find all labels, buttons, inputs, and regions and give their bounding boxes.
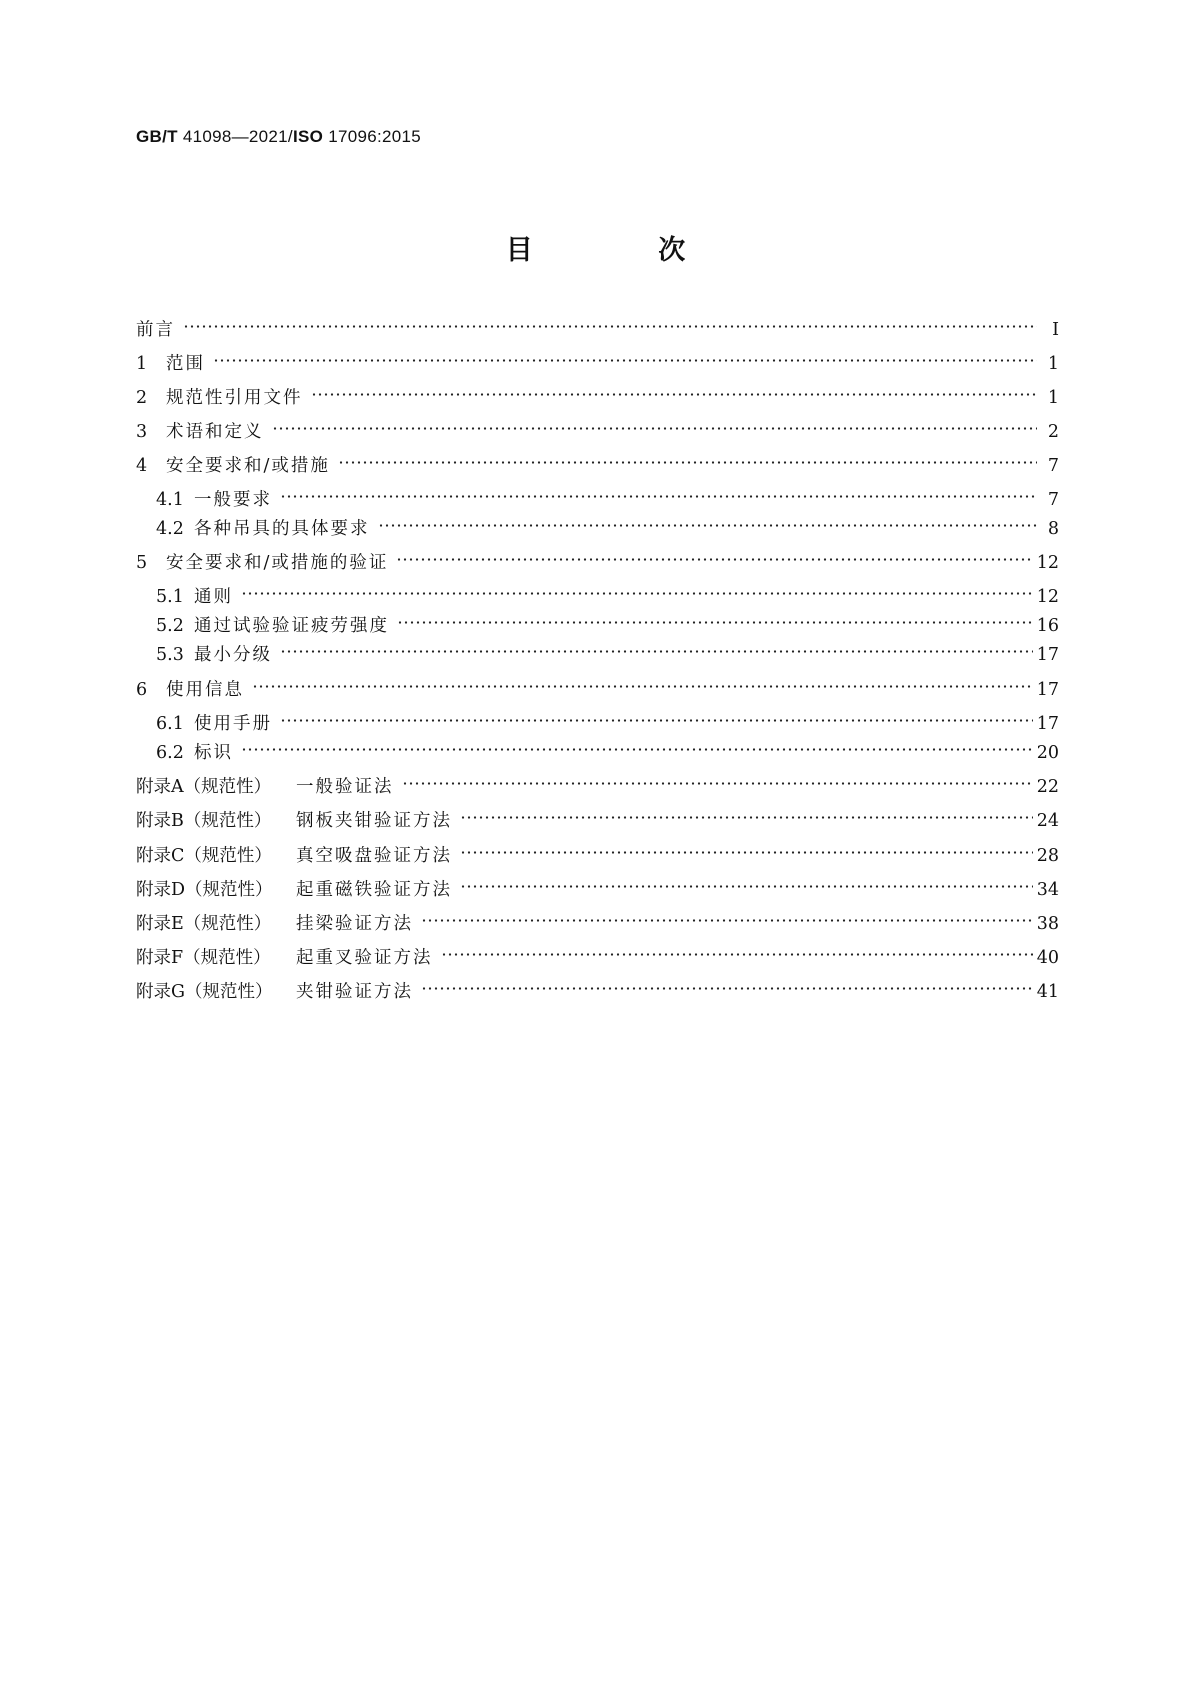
toc-entry-title: 使用信息 xyxy=(166,680,244,700)
toc-dot-leader xyxy=(441,951,1033,959)
toc-entry-page: 20 xyxy=(1036,743,1059,763)
toc-entry-page: 28 xyxy=(1036,846,1059,866)
toc-entry[interactable] xyxy=(136,384,1059,410)
toc-entry-page: 34 xyxy=(1036,880,1059,900)
toc-entry-page: 12 xyxy=(1036,553,1059,573)
toc-entry-page: 17 xyxy=(1036,645,1059,665)
toc-entry-number: 4 xyxy=(136,456,148,476)
toc-entry[interactable] xyxy=(136,944,1059,970)
toc-entry-number: 附录E（规范性） xyxy=(136,914,272,934)
toc-dot-leader xyxy=(396,556,1032,564)
toc-entry[interactable] xyxy=(136,876,1059,902)
toc-entry-number: 附录A（规范性） xyxy=(136,777,272,797)
toc-entry-number: 附录C（规范性） xyxy=(136,846,272,866)
toc-entry-title: 规范性引用文件 xyxy=(166,388,303,408)
toc-dot-leader xyxy=(311,391,1038,399)
toc-entry[interactable] xyxy=(136,452,1059,478)
toc-entry[interactable] xyxy=(156,710,1059,736)
toc-entry-number: 6.2 xyxy=(156,743,184,763)
toc-entry-title: 各种吊具的具体要求 xyxy=(194,519,370,539)
toc-dot-leader xyxy=(460,849,1033,857)
toc-entry-title: 一般验证法 xyxy=(296,777,394,797)
toc-dot-leader xyxy=(241,590,1033,598)
standard-number: 41098—2021/ xyxy=(182,127,293,146)
toc-entry-number: 5.3 xyxy=(156,645,184,665)
toc-entry-number: 5 xyxy=(136,553,148,573)
toc-entry-page: 12 xyxy=(1036,587,1059,607)
toc-entry-title: 通过试验验证疲劳强度 xyxy=(194,616,389,636)
toc-entry-number: 附录D（规范性） xyxy=(136,880,273,900)
toc-entry-title: 钢板夹钳验证方法 xyxy=(296,811,452,831)
toc-entry-title: 起重叉验证方法 xyxy=(296,948,433,968)
toc-entry-number: 6 xyxy=(136,680,148,700)
toc-entry-number: 4.1 xyxy=(156,490,184,510)
toc-dot-leader xyxy=(252,683,1033,691)
toc-entry[interactable] xyxy=(136,807,1059,833)
toc-dot-leader xyxy=(338,459,1037,467)
toc-entry-page: 7 xyxy=(1047,456,1059,476)
toc-entry-number: 5.2 xyxy=(156,616,184,636)
toc-entry-title: 一般要求 xyxy=(194,490,272,510)
toc-entry[interactable] xyxy=(156,641,1059,667)
toc-entry-title: 范围 xyxy=(166,354,205,374)
toc-entry[interactable] xyxy=(156,486,1059,512)
toc-entry[interactable] xyxy=(136,316,1059,342)
toc-entry-title: 安全要求和/或措施的验证 xyxy=(166,553,389,573)
toc-entry-page: 1 xyxy=(1047,388,1059,408)
toc-entry[interactable] xyxy=(136,910,1059,936)
toc-entry-title: 最小分级 xyxy=(194,645,272,665)
toc-entry-title: 术语和定义 xyxy=(166,422,264,442)
toc-entry-page: 2 xyxy=(1047,422,1059,442)
toc-dot-leader xyxy=(421,917,1033,925)
toc-entry[interactable] xyxy=(136,549,1059,575)
toc-dot-leader xyxy=(378,522,1038,530)
toc-entry-number: 2 xyxy=(136,388,148,408)
toc-entry-page: 17 xyxy=(1036,714,1059,734)
toc-entry-title: 标识 xyxy=(194,743,233,763)
toc-dot-leader xyxy=(402,780,1033,788)
toc-dot-leader xyxy=(280,493,1037,501)
toc-entry[interactable] xyxy=(136,842,1059,868)
toc-entry-page: 38 xyxy=(1036,914,1059,934)
toc-entry[interactable] xyxy=(136,978,1059,1004)
toc-entry-page: 41 xyxy=(1036,982,1059,1002)
toc-entry-title: 安全要求和/或措施 xyxy=(166,456,330,476)
toc-dot-leader xyxy=(460,814,1033,822)
toc-dot-leader xyxy=(421,985,1033,993)
toc-dot-leader xyxy=(272,425,1038,433)
toc-entry[interactable] xyxy=(136,350,1059,376)
toc-entry-number: 附录F（规范性） xyxy=(136,948,271,968)
toc-entry-number: 6.1 xyxy=(156,714,184,734)
toc-entry-title: 通则 xyxy=(194,587,233,607)
toc-entry-number: 1 xyxy=(136,354,148,374)
toc-dot-leader xyxy=(280,717,1033,725)
toc-dot-leader xyxy=(397,619,1033,627)
toc-entry[interactable] xyxy=(156,612,1059,638)
toc-dot-leader xyxy=(183,323,1037,331)
toc-entry-page: 8 xyxy=(1047,519,1059,539)
toc-entry-title: 挂梁验证方法 xyxy=(296,914,413,934)
toc-entry[interactable] xyxy=(136,676,1059,702)
toc-entry-title: 前言 xyxy=(136,320,175,340)
toc-entry-page: 24 xyxy=(1036,811,1059,831)
toc-entry-number: 附录G（规范性） xyxy=(136,982,273,1002)
toc-entry-number: 附录B（规范性） xyxy=(136,811,272,831)
toc-entry-title: 起重磁铁验证方法 xyxy=(296,880,452,900)
toc-entry-page: 1 xyxy=(1047,354,1059,374)
toc-entry-number: 5.1 xyxy=(156,587,184,607)
toc-entry-title: 真空吸盘验证方法 xyxy=(296,846,452,866)
toc-entry[interactable] xyxy=(156,583,1059,609)
toc-entry-page: Ⅰ xyxy=(1052,320,1059,340)
iso-prefix: ISO xyxy=(292,127,324,146)
standard-number-header xyxy=(136,127,421,147)
toc-entry-page: 16 xyxy=(1036,616,1059,636)
toc-entry[interactable] xyxy=(136,773,1059,799)
toc-entry-page: 22 xyxy=(1036,777,1059,797)
standard-prefix: GB/T xyxy=(136,127,178,146)
toc-entry-title: 夹钳验证方法 xyxy=(296,982,413,1002)
toc-entry[interactable] xyxy=(156,515,1059,541)
toc-entry[interactable] xyxy=(156,739,1059,765)
iso-number: 17096:2015 xyxy=(328,127,422,146)
toc-entry-page: 7 xyxy=(1047,490,1059,510)
toc-entry[interactable] xyxy=(136,418,1059,444)
toc-entry-number: 3 xyxy=(136,422,148,442)
toc-dot-leader xyxy=(213,357,1037,365)
toc-dot-leader xyxy=(241,746,1033,754)
toc-dot-leader xyxy=(280,648,1033,656)
toc-entry-page: 40 xyxy=(1036,948,1059,968)
toc-entry-page: 17 xyxy=(1036,680,1059,700)
toc-entry-title: 使用手册 xyxy=(194,714,272,734)
page-title: 目 次 xyxy=(505,235,744,266)
toc-dot-leader xyxy=(460,883,1033,891)
toc-entry-number: 4.2 xyxy=(156,519,184,539)
